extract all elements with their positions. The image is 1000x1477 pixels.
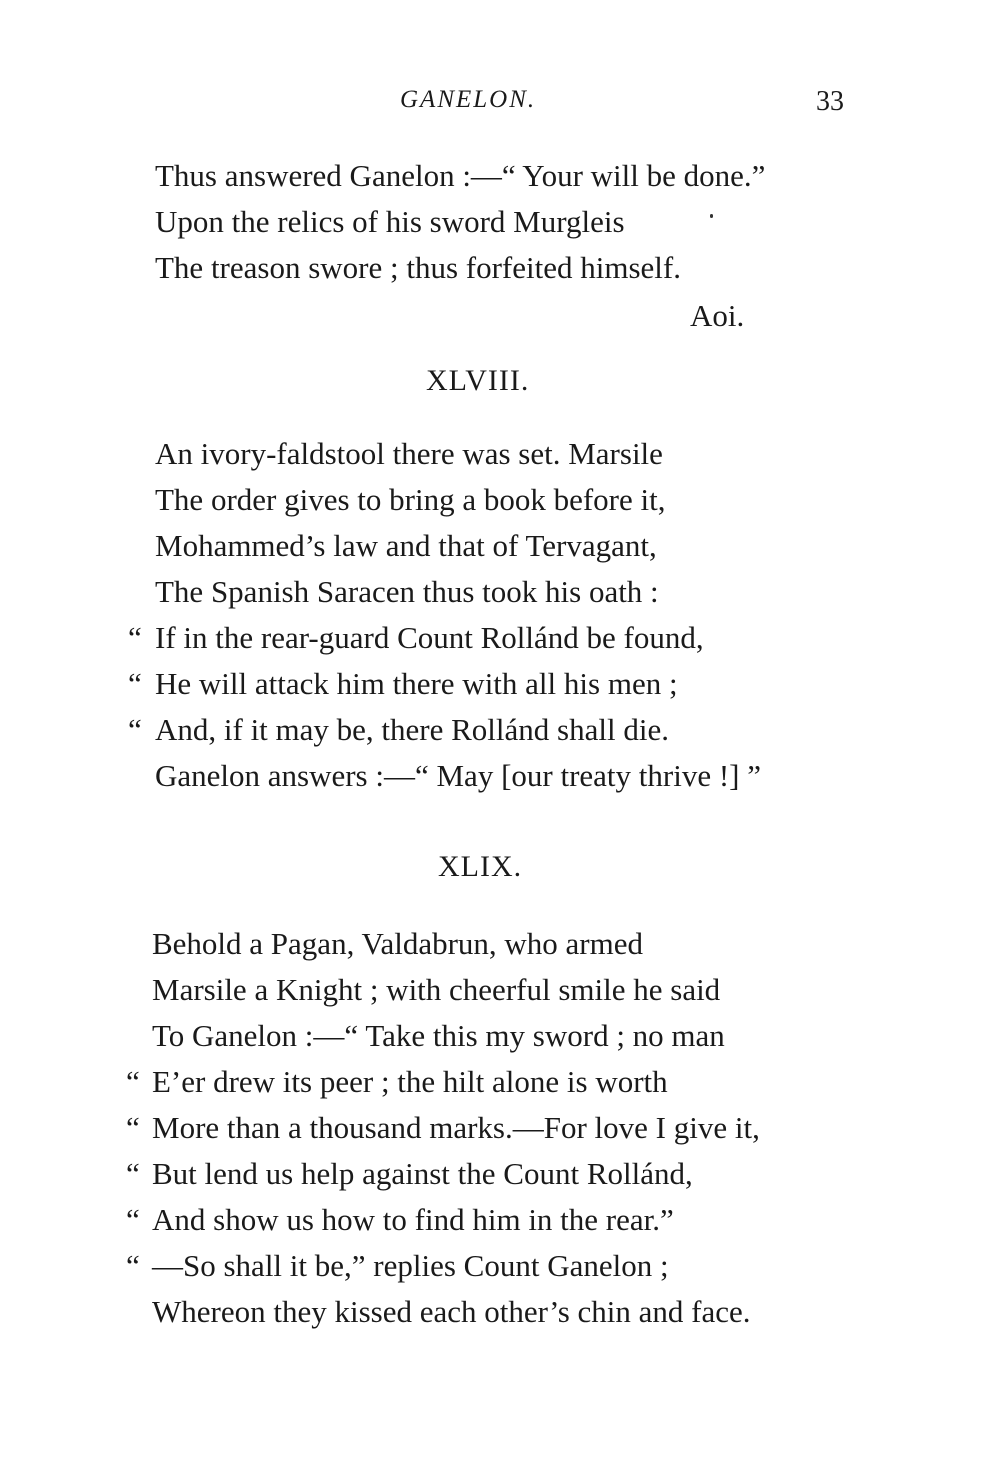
verse-line: E’er drew its peer ; the hilt alone is worth	[152, 1064, 668, 1099]
verse-line: An ivory-faldstool there was set. Marsile	[155, 436, 663, 471]
verse-line: If in the rear-guard Count Rollánd be found,	[155, 620, 704, 655]
verse-line: He will attack him there with all his men ;	[155, 666, 678, 701]
section-heading: XLVIII.	[426, 364, 530, 397]
opening-quote: “	[126, 1202, 140, 1237]
verse-line: And, if it may be, there Rollánd shall die.	[155, 712, 669, 747]
verse-line: Thus answered Ganelon :—“ Your will be done.”	[155, 158, 766, 193]
page-number: 33	[816, 86, 844, 117]
running-head	[0, 86, 1000, 126]
opening-quote: “	[128, 666, 142, 701]
section-heading: XLIX.	[438, 850, 523, 883]
running-title: GANELON.	[400, 86, 537, 113]
opening-quote: “	[126, 1110, 140, 1145]
opening-quote: “	[126, 1248, 140, 1283]
verse-line: The order gives to bring a book before it,	[155, 482, 666, 517]
verse-line: More than a thousand marks.—For love I give it,	[152, 1110, 760, 1145]
verse-line: Whereon they kissed each other’s chin and face.	[152, 1294, 751, 1329]
opening-quote: “	[128, 620, 142, 655]
aoi-refrain: Aoi.	[690, 298, 745, 333]
verse-line: The Spanish Saracen thus took his oath :	[155, 574, 659, 609]
verse-line: But lend us help against the Count Rollánd,	[152, 1156, 693, 1191]
verse-line: Behold a Pagan, Valdabrun, who armed	[152, 926, 644, 961]
verse-line: The treason swore ; thus forfeited himself.	[155, 250, 681, 285]
opening-quote: “	[126, 1064, 140, 1099]
opening-quote: “	[128, 712, 142, 747]
verse-line: Mohammed’s law and that of Tervagant,	[155, 528, 657, 563]
opening-quote: “	[126, 1156, 140, 1191]
verse-line: Ganelon answers :—“ May [our treaty thrive !] ”	[155, 758, 761, 793]
verse-line: To Ganelon :—“ Take this my sword ; no man	[152, 1018, 725, 1053]
verse-line: —So shall it be,” replies Count Ganelon ;	[152, 1248, 669, 1283]
print-speck	[710, 214, 713, 218]
verse-line: And show us how to find him in the rear.”	[152, 1202, 674, 1237]
verse-line: Marsile a Knight ; with cheerful smile he said	[152, 972, 721, 1007]
verse-line: Upon the relics of his sword Murgleis	[155, 204, 625, 239]
